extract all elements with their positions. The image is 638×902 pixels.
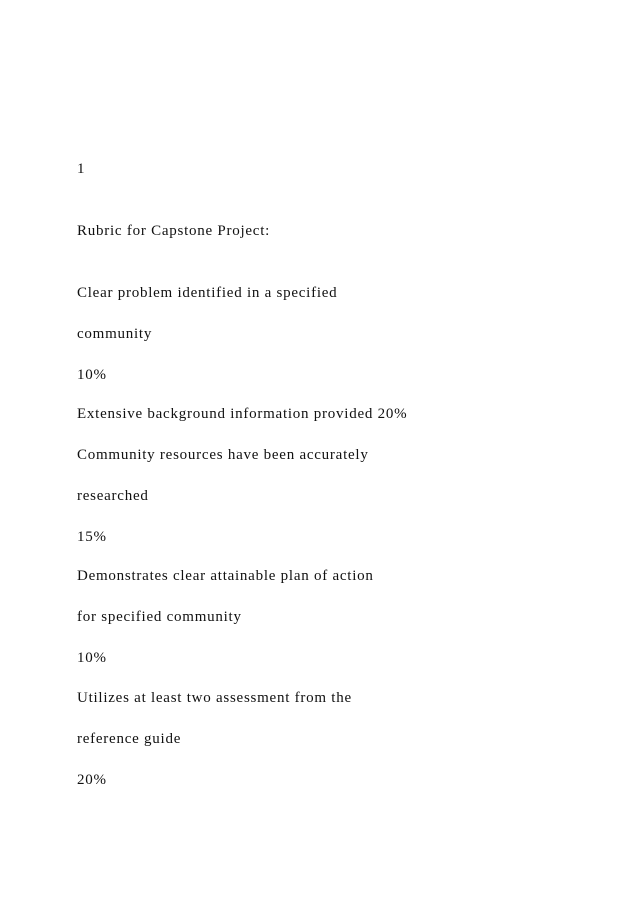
rubric-line: community [77, 326, 153, 342]
page-number: 1 [77, 161, 86, 177]
rubric-line: Demonstrates clear attainable plan of action [77, 568, 374, 584]
rubric-weight: 10% [77, 367, 107, 383]
rubric-line: reference guide [77, 731, 182, 747]
rubric-weight: 15% [77, 529, 107, 545]
rubric-weight: 20% [77, 772, 107, 788]
rubric-line: Community resources have been accurately [77, 447, 369, 463]
rubric-line: Clear problem identified in a specified [77, 285, 338, 301]
rubric-line: Extensive background information provided 20% [77, 406, 408, 422]
rubric-weight: 10% [77, 650, 107, 666]
rubric-heading: Rubric for Capstone Project: [77, 223, 271, 239]
rubric-line: for specified community [77, 609, 242, 625]
rubric-line: researched [77, 488, 149, 504]
rubric-line: Utilizes at least two assessment from the [77, 690, 352, 706]
